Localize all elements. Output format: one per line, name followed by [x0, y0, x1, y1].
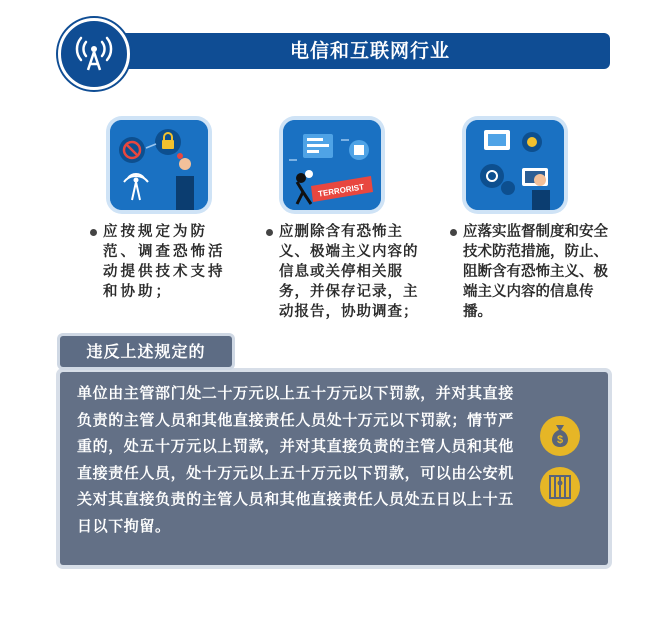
- jail-icon: [540, 467, 580, 507]
- bullet-icon: [90, 229, 97, 236]
- duty-text-3: 应落实监督制度和安全技术防范措施，防止、阻断含有恐怖主义、极端主义内容的信息传播。: [463, 222, 611, 322]
- violation-label: 违反上述规定的: [60, 336, 232, 367]
- duty-text-1: 应按规定为防范、调查恐怖活动提供技术支持和协助；: [103, 222, 237, 302]
- penalty-text: 单位由主管部门处二十万元以上五十万元以下罚款，并对其直接负责的主管人员和其他直接责任人员处十万元以下罚款；情节严重的，处五十万元以上罚款，并对其直接负责的主管人员和其他直接责任人员，处十万元以上五十万元以下罚款，可以由公安机关对其直接负责的主管人员和其他直接责任人员处五日以上十五日以下拘留。: [77, 384, 514, 535]
- page-title: 电信和互联网行业: [289, 40, 450, 62]
- money-bag-icon: [540, 416, 580, 456]
- bullet-icon: [266, 229, 273, 236]
- delete-terror-content-icon: [283, 120, 381, 210]
- security-lock-icon: [110, 120, 208, 210]
- svg-text:TERRORIST: TERRORIST: [317, 182, 365, 199]
- signal-tower-icon: [58, 18, 130, 90]
- duty-text-2: 应删除含有恐怖主义、极端主义内容的信息或关停相关服务，并保存记录，主动报告，协助调查；: [279, 222, 427, 322]
- bullet-icon: [450, 229, 457, 236]
- svg-text:$: $: [556, 434, 564, 446]
- monitoring-system-icon: [466, 120, 564, 210]
